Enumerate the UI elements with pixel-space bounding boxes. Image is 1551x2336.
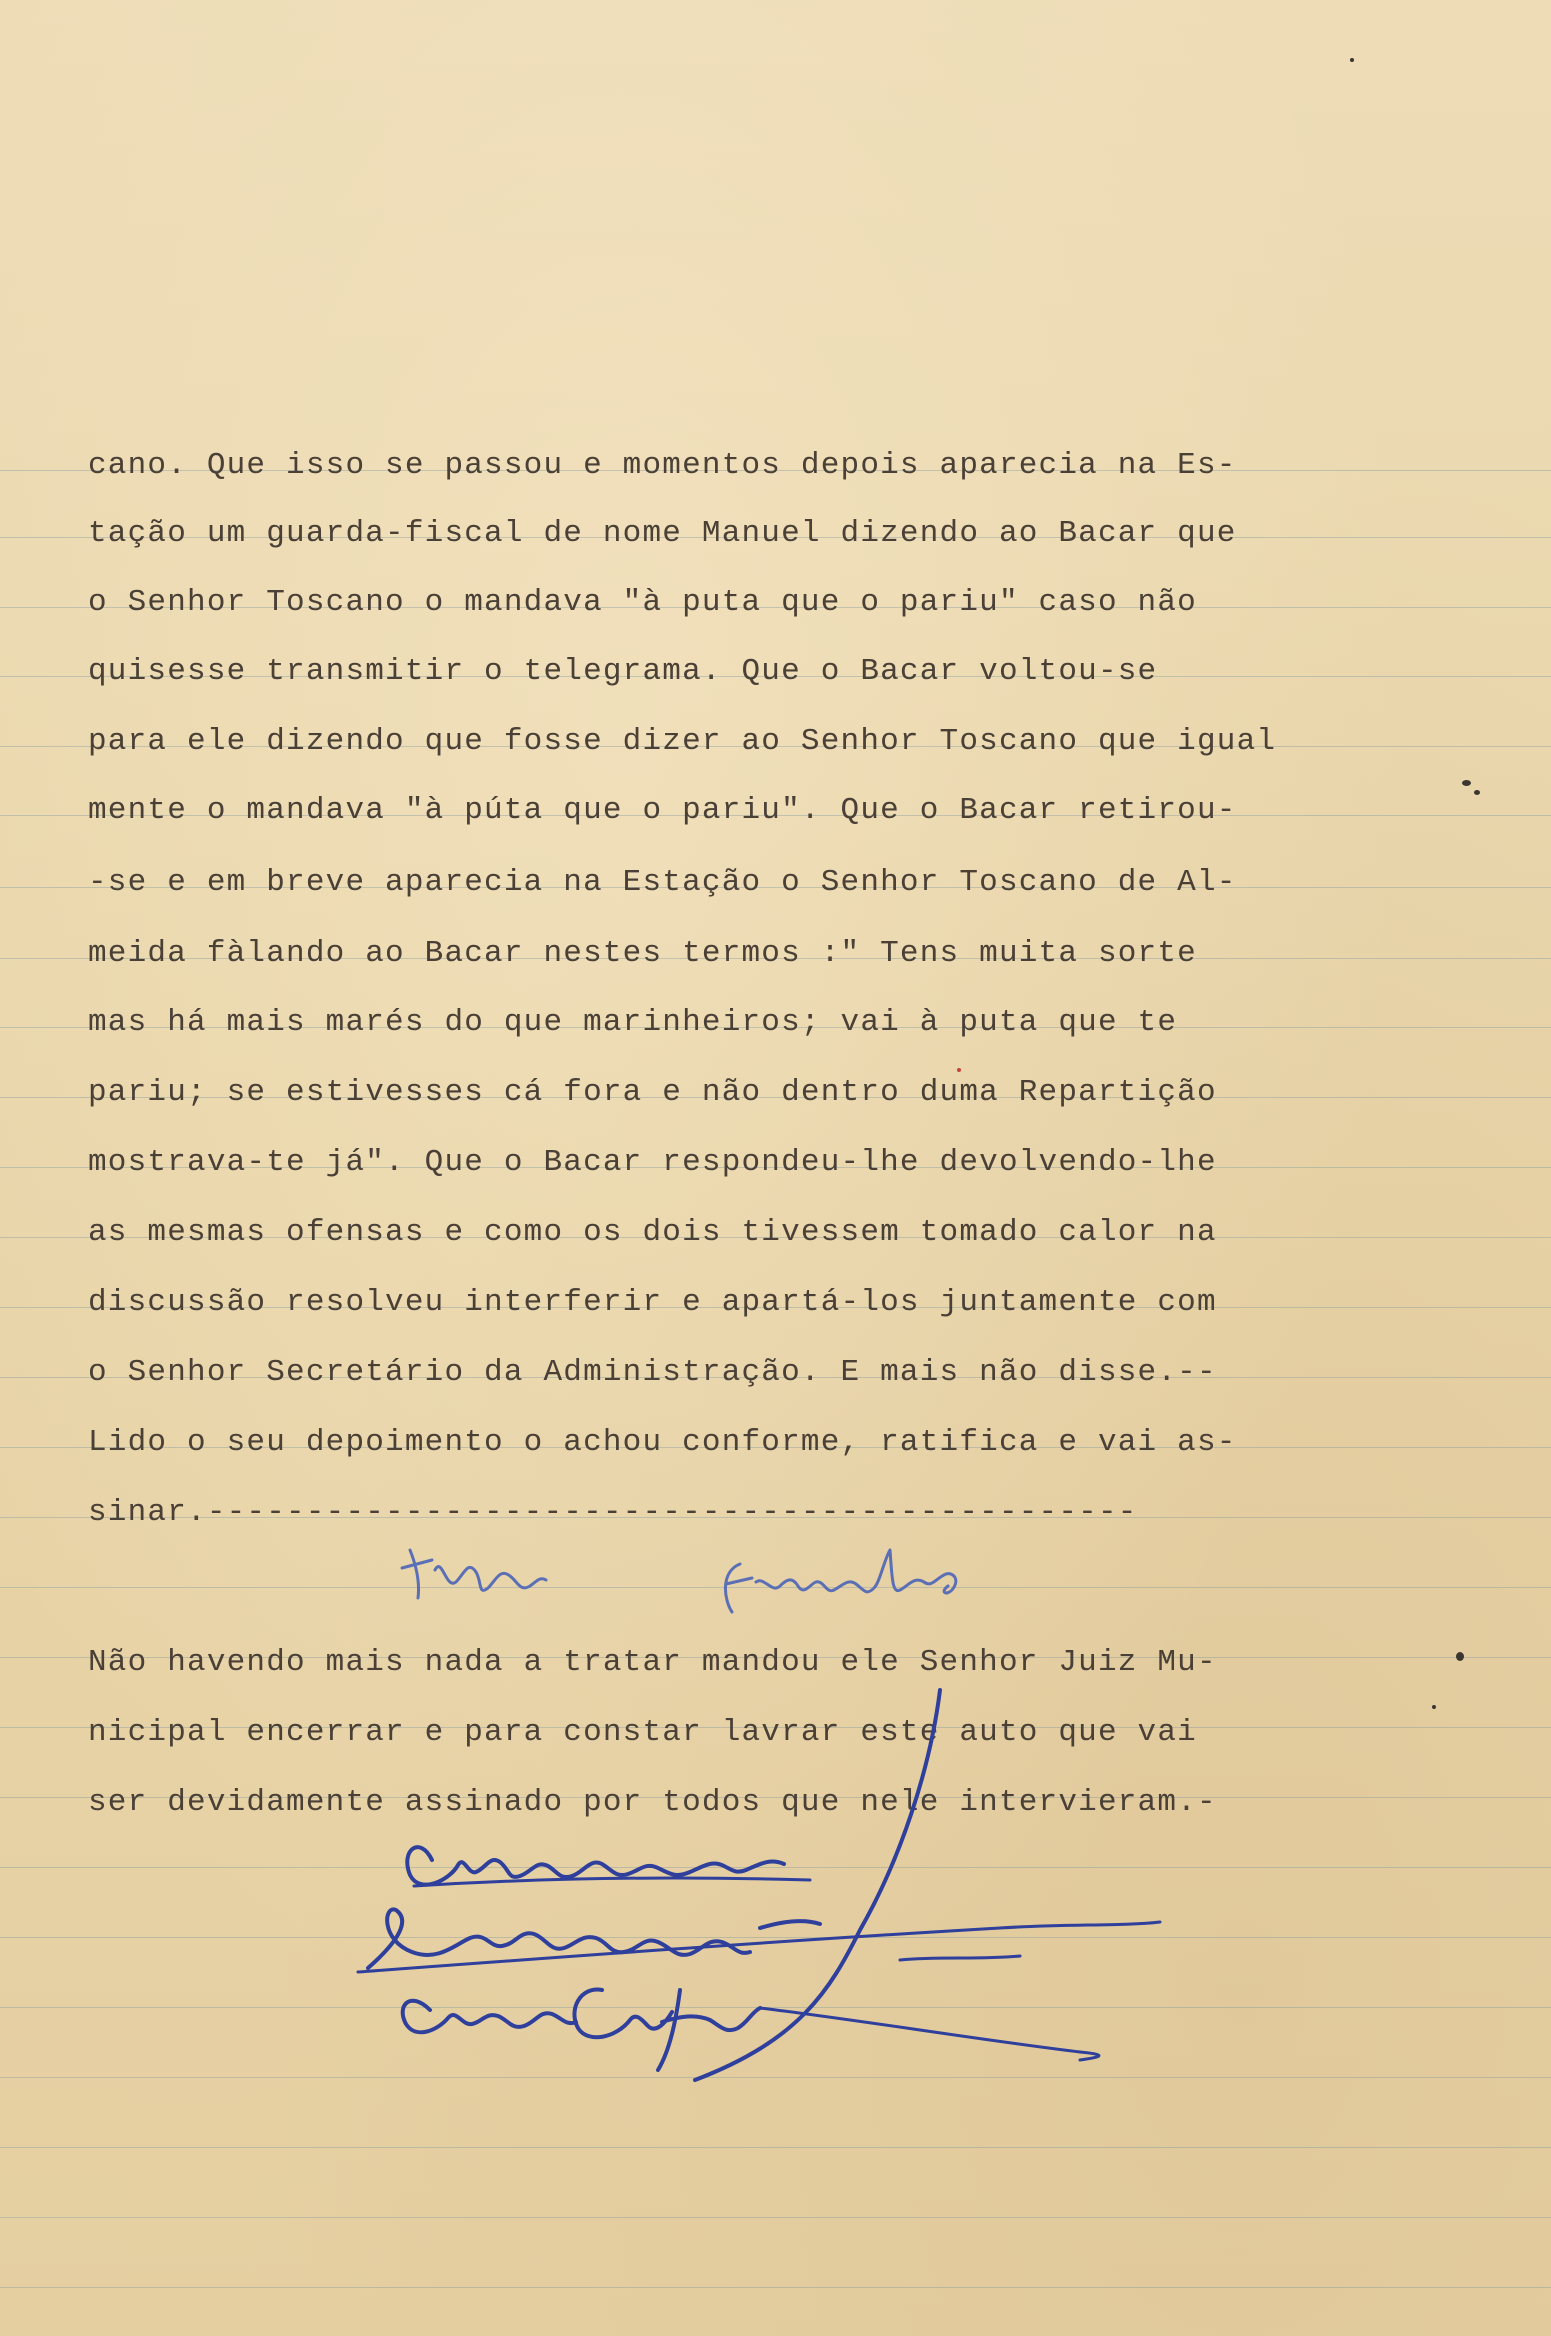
ruled-line [0,2147,1551,2148]
body-line: Lido o seu depoimento o achou conforme, ratifica e vai as- [88,1425,1237,1460]
body-line: cano. Que isso se passou e momentos depois aparecia na Es- [88,448,1237,483]
paper-speck [1456,1652,1464,1661]
official-signature-stroke [760,2008,1099,2060]
official-signature-stroke [414,1878,810,1886]
witness-signature [380,1520,1080,1630]
ruled-line [0,2287,1551,2288]
body-line: sinar.----------------------------------------------- [88,1495,1138,1530]
paper-speck [1350,58,1354,62]
witness-signature-stroke [725,1550,955,1612]
body-line: pariu; se estivesses cá fora e não dentro duma Repartição [88,1075,1217,1110]
official-signature-stroke [368,1909,820,1968]
paper-speck [1474,790,1480,795]
body-line: as mesmas ofensas e como os dois tivessem tomado calor na [88,1215,1217,1250]
paper-speck [1462,780,1471,786]
body-line: discussão resolveu interferir e apartá-los juntamente com [88,1285,1217,1320]
body-line: meida fàlando ao Bacar nestes termos :" Tens muita sorte [88,936,1197,971]
body-line: o Senhor Toscano o mandava "à puta que o pariu" caso não [88,585,1197,620]
body-line: quisesse transmitir o telegrama. Que o Bacar voltou-se [88,654,1158,689]
body-line: mas há mais marés do que marinheiros; vai à puta que te [88,1005,1178,1040]
ruled-line [0,2217,1551,2218]
body-line: o Senhor Secretário da Administração. E mais não disse.-- [88,1355,1217,1390]
body-line: mente o mandava "à púta que o pariu". Que o Bacar retirou- [88,793,1237,828]
official-signature-stroke [695,1690,940,2080]
body-line: mostrava-te já". Que o Bacar respondeu-lhe devolvendo-lhe [88,1145,1217,1180]
witness-signature-stroke [402,1550,546,1598]
body-line: para ele dizendo que fosse dizer ao Senhor Toscano que igual [88,724,1277,759]
paper-speck [1432,1705,1436,1709]
official-signature-stroke [403,1990,760,2070]
closing-line: Não havendo mais nada a tratar mandou ele Senhor Juiz Mu- [88,1645,1217,1680]
closing-line: ser devidamente assinado por todos que nele intervieram.- [88,1785,1217,1820]
closing-line: nicipal encerrar e para constar lavrar este auto que vai [88,1715,1197,1750]
official-signatures [340,1690,1240,2090]
body-line: tação um guarda-fiscal de nome Manuel dizendo ao Bacar que [88,516,1237,551]
paper-speck [957,1068,961,1072]
body-line: -se e em breve aparecia na Estação o Senhor Toscano de Al- [88,865,1237,900]
